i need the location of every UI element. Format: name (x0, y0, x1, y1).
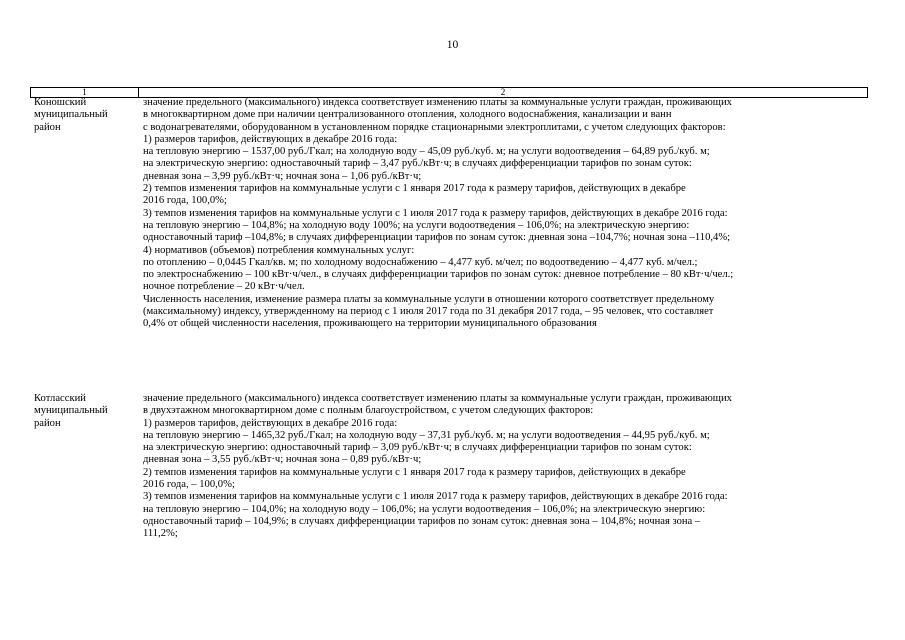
text-line: на электрическую энергию: одноставочный тариф – 3,09 руб./кВт·ч; в случаях дифференциации тарифов по зонам суток: (143, 442, 692, 454)
text-line: значение предельного (максимального) индекса соответствует изменению платы за коммунальные услуги граждан, проживающих (143, 97, 732, 108)
text-line: одноставочный тариф –104,8%; в случаях дифференциации тарифов по зонам суток: дневная зона –104,7%; ночная зона –110,4%; (143, 232, 731, 244)
text-line: Численность населения, изменение размера платы за коммунальные услуги в отношении которого соответствует предельному (143, 293, 715, 305)
text-line: в многоквартирном доме при наличии централизованного отопления, холодного водоснабжения, канализации и ванн (143, 109, 672, 121)
text-line: 2016 года, 100,0%; (143, 195, 227, 207)
text-line: ночное потребление – 20 кВт·ч/чел. (143, 281, 305, 293)
district-name (34, 393, 134, 430)
district-description (143, 97, 875, 331)
text-line: на тепловую энергию – 1537,00 руб./Гкал; на холодную воду – 45,09 руб./куб. м; на услуги водоотведения – 64,89 руб./куб. м; (143, 146, 710, 158)
text-line: 2016 года, – 100,0%; (143, 479, 235, 491)
district-name-line: Коношский (34, 97, 87, 108)
text-line: одноставочный тариф – 104,9%; в случаях дифференциации тарифов по зонам суток: дневная зона – 104,8%; ночная зона – (143, 515, 701, 527)
column-1-number: 1 (82, 87, 87, 97)
text-line: 2) темпов изменения тарифов на коммунальные услуги с 1 января 2017 года к размеру тарифов, действующих в декабре (143, 183, 686, 195)
text-line: 111,2%; (143, 528, 178, 540)
text-line: (максимальному) индексу, утвержденному на период с 1 июля 2017 года по 31 декабря 2017 года, – 95 человек, что составляет (143, 306, 714, 318)
text-line: 3) темпов изменения тарифов на коммунальные услуги с 1 июля 2017 года к размеру тарифов, действующих в декабре 2016 года: (143, 207, 728, 219)
text-line: в двухэтажном многоквартирном доме с полным благоустройством, с учетом следующих факторов: (143, 405, 594, 417)
text-line: 3) темпов изменения тарифов на коммунальные услуги с 1 июля 2017 года к размеру тарифов, действующих в декабре 2016 года: (143, 491, 728, 503)
text-line: по электроснабжению – 100 кВт·ч/чел., в случаях дифференциации тарифов по зонам суток: дневное потребление – 80 кВт·ч/чел.; (143, 269, 734, 281)
district-description (143, 393, 875, 541)
district-name-line: район (34, 121, 61, 133)
text-line: 4) нормативов (объемов) потребления коммунальных услуг: (143, 244, 415, 256)
text-line: на тепловую энергию – 104,8%; на холодную воду 100%; на услуги водоотведения – 106,0%; на электрическую энергию: (143, 219, 690, 231)
district-name-line: муниципальный (34, 109, 108, 121)
text-line: 0,4% от общей численности населения, проживающего на территории муниципального образования (143, 318, 597, 330)
district-name-line: район (34, 417, 61, 429)
text-line: 2) темпов изменения тарифов на коммунальные услуги с 1 января 2017 года к размеру тарифов, действующих в декабре (143, 466, 686, 478)
text-line: дневная зона – 3,55 руб./кВт·ч; ночная зона – 0,89 руб./кВт·ч; (143, 454, 422, 466)
text-line: на электрическую энергию: одноставочный тариф – 3,47 руб./кВт·ч; в случаях дифференциации тарифов по зонам суток: (143, 158, 692, 170)
text-line: на тепловую энергию – 104,0%; на холодную воду – 106,0%; на услуги водоотведения – 106,0%; на электрическую энергию: (143, 503, 706, 515)
text-line: значение предельного (максимального) индекса соответствует изменению платы за коммунальные услуги граждан, проживающих (143, 393, 732, 404)
text-line: дневная зона – 3,99 руб./кВт·ч; ночная зона – 1,06 руб./кВт·ч; (143, 170, 422, 182)
text-line: 1) размеров тарифов, действующих в декабре 2016 года: (143, 133, 398, 145)
district-name (34, 97, 134, 134)
column-2-number: 2 (500, 87, 506, 97)
text-line: с водонагревателями, оборудованном в установленном порядке стационарными электроплитами, с учетом следующих факторов: (143, 121, 726, 133)
page-number: 10 (446, 39, 459, 51)
text-line: 1) размеров тарифов, действующих в декабре 2016 года: (143, 417, 398, 429)
text-line: на тепловую энергию – 1465,32 руб./Гкал; на холодную воду – 37,31 руб./куб. м; на услуги водоотведения – 44,95 руб./куб. м; (143, 429, 710, 441)
text-line: по отоплению – 0,0445 Гкал/кв. м; по холодному водоснабжению – 4,477 куб. м/чел; по водоотведению – 4,477 куб. м/чел.; (143, 256, 698, 268)
district-name-line: муниципальный (34, 405, 108, 417)
district-name-line: Котласский (34, 393, 86, 404)
